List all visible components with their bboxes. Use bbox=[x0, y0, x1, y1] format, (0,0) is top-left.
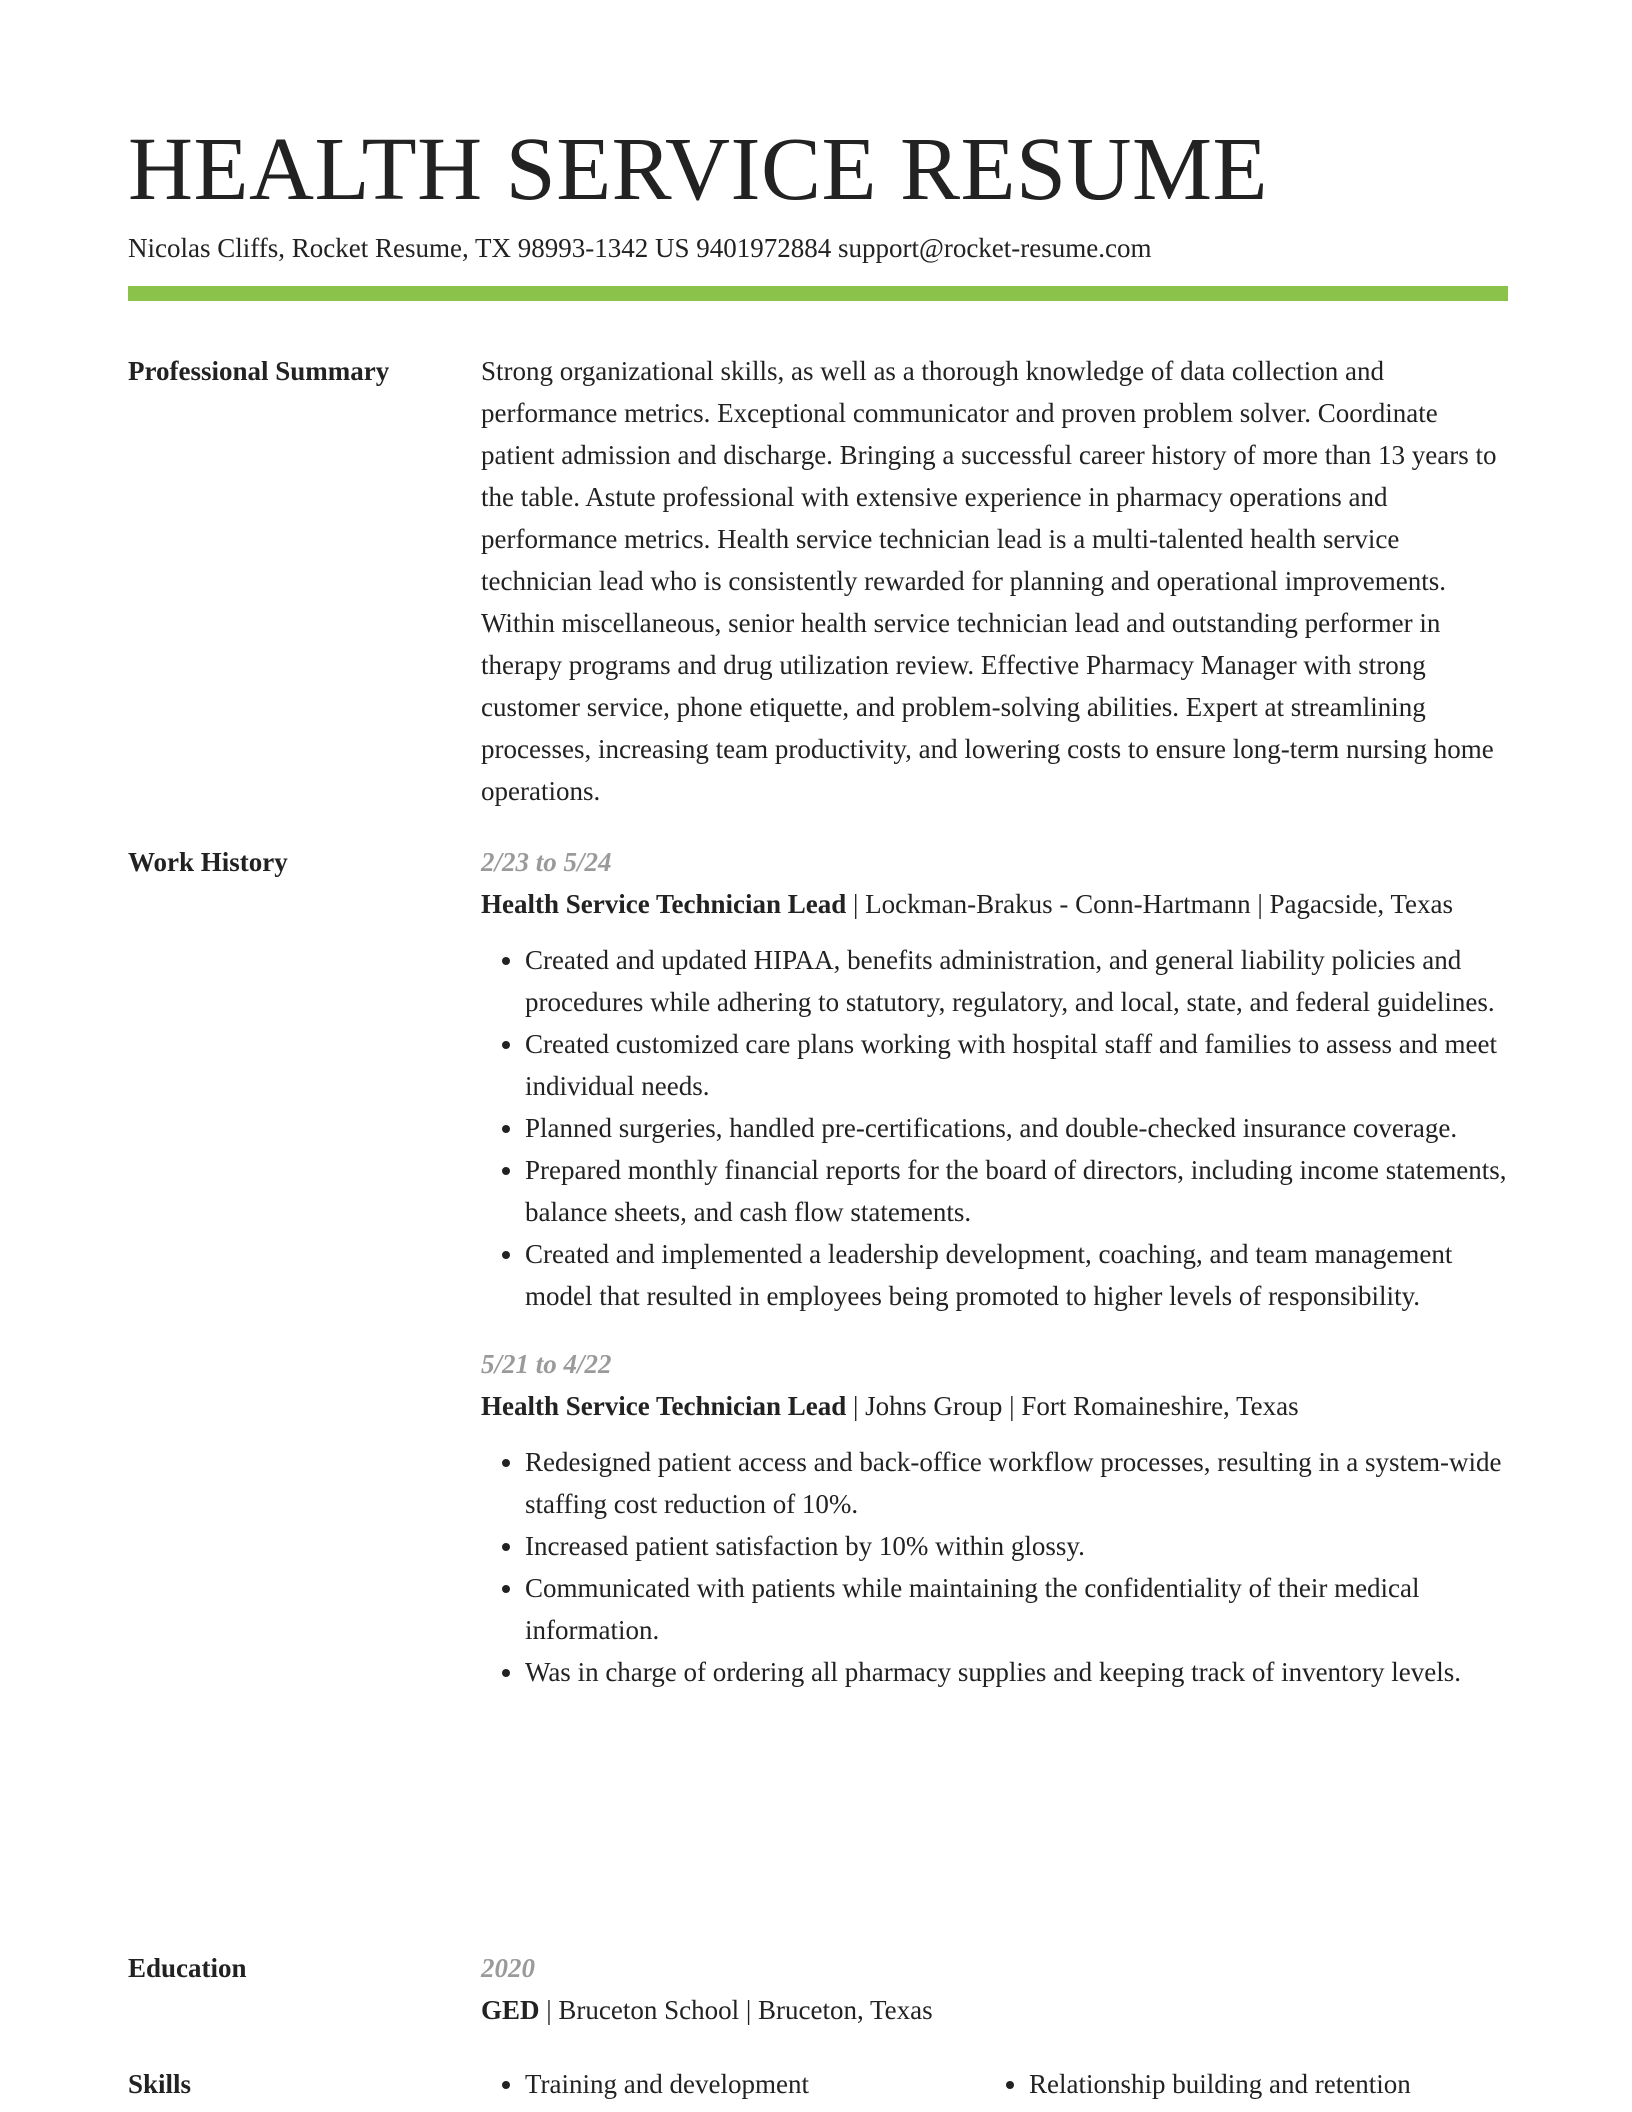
skills-grid bbox=[481, 2063, 1508, 2105]
skills-heading: Skills bbox=[128, 2069, 192, 2099]
list-item: • Created customized care plans working with hospital staff and families to assess and meet individual needs. bbox=[525, 1023, 1508, 1107]
degree: GED bbox=[481, 1995, 540, 2025]
job-dates: 2/23 to 5/24 bbox=[481, 847, 612, 877]
list-item: • Redesigned patient access and back-office workflow processes, resulting in a system-wide staffing cost reduction of 10%. bbox=[525, 1441, 1508, 1525]
job-entry bbox=[481, 1343, 1508, 1693]
list-item: • Increased patient satisfaction by 10% within glossy. bbox=[525, 1525, 1508, 1567]
list-item: • Was in charge of ordering all pharmacy supplies and keeping track of inventory levels. bbox=[525, 1651, 1508, 1693]
education-heading: Education bbox=[128, 1953, 247, 1983]
work-history-body bbox=[481, 841, 1508, 1693]
summary-body bbox=[481, 350, 1508, 812]
job-heading bbox=[481, 1385, 1508, 1427]
school-details: | Bruceton School | Bruceton, Texas bbox=[539, 1995, 933, 2025]
job-title: Health Service Technician Lead bbox=[481, 1391, 847, 1421]
list-item: • Prepared monthly financial reports for the board of directors, including income statements, balance sheets, and cash flow statements. bbox=[525, 1149, 1508, 1233]
job-heading bbox=[481, 883, 1508, 925]
job-details: | Lockman-Brakus - Conn-Hartmann | Pagacside, Texas bbox=[846, 889, 1454, 919]
job-entry bbox=[481, 841, 1508, 1317]
job-dates: 5/21 to 4/22 bbox=[481, 1349, 612, 1379]
education-heading-line bbox=[481, 1989, 1508, 2031]
contact-line: Nicolas Cliffs, Rocket Resume, TX 98993-1342 US 9401972884 support@rocket-resume.com bbox=[128, 233, 1152, 263]
job-title: Health Service Technician Lead bbox=[481, 889, 847, 919]
job-bullets bbox=[481, 939, 1508, 1317]
job-details: | Johns Group | Fort Romaineshire, Texas bbox=[846, 1391, 1299, 1421]
resume-title: HEALTH SERVICE RESUME bbox=[128, 120, 1269, 219]
education-body bbox=[481, 1947, 1508, 2031]
summary-heading: Professional Summary bbox=[128, 356, 390, 386]
list-item: • Training and development bbox=[525, 2063, 985, 2105]
skills-body bbox=[481, 2063, 1508, 2105]
list-item: • Planned surgeries, handled pre-certifications, and double-checked insurance coverage. bbox=[525, 1107, 1508, 1149]
skills-list-right bbox=[985, 2063, 1489, 2105]
accent-divider bbox=[128, 286, 1508, 301]
list-item: • Relationship building and retention bbox=[1029, 2063, 1489, 2105]
work-history-heading: Work History bbox=[128, 847, 288, 877]
summary-text: Strong organizational skills, as well as a thorough knowledge of data collection and performance metrics. Exceptional communicator and proven problem solver. Coordinate patient admission and discharge. Bringing a successful career history of more than 13 years to the table. Astute professional with extensive experience in pharmacy operations and performance metrics. Health service technician lead is a multi-talented health service technician lead who is consistently rewarded for planning and operational improvements. Within miscellaneous, senior health service technician lead and outstanding performer in therapy programs and drug utilization review. Effective Pharmacy Manager with strong customer service, phone etiquette, and problem-solving abilities. Expert at streamlining processes, increasing team productivity, and lowering costs to ensure long-term nursing home operations. bbox=[481, 356, 1497, 806]
list-item: • Created and updated HIPAA, benefits administration, and general liability policies and procedures while adhering to statutory, regulatory, and local, state, and federal guidelines. bbox=[525, 939, 1508, 1023]
list-item: • Created and implemented a leadership development, coaching, and team management model that resulted in employees being promoted to higher levels of responsibility. bbox=[525, 1233, 1508, 1317]
job-bullets bbox=[481, 1441, 1508, 1693]
skills-list-left bbox=[481, 2063, 985, 2105]
list-item: • Communicated with patients while maintaining the confidentiality of their medical information. bbox=[525, 1567, 1508, 1651]
education-dates: 2020 bbox=[481, 1953, 535, 1983]
